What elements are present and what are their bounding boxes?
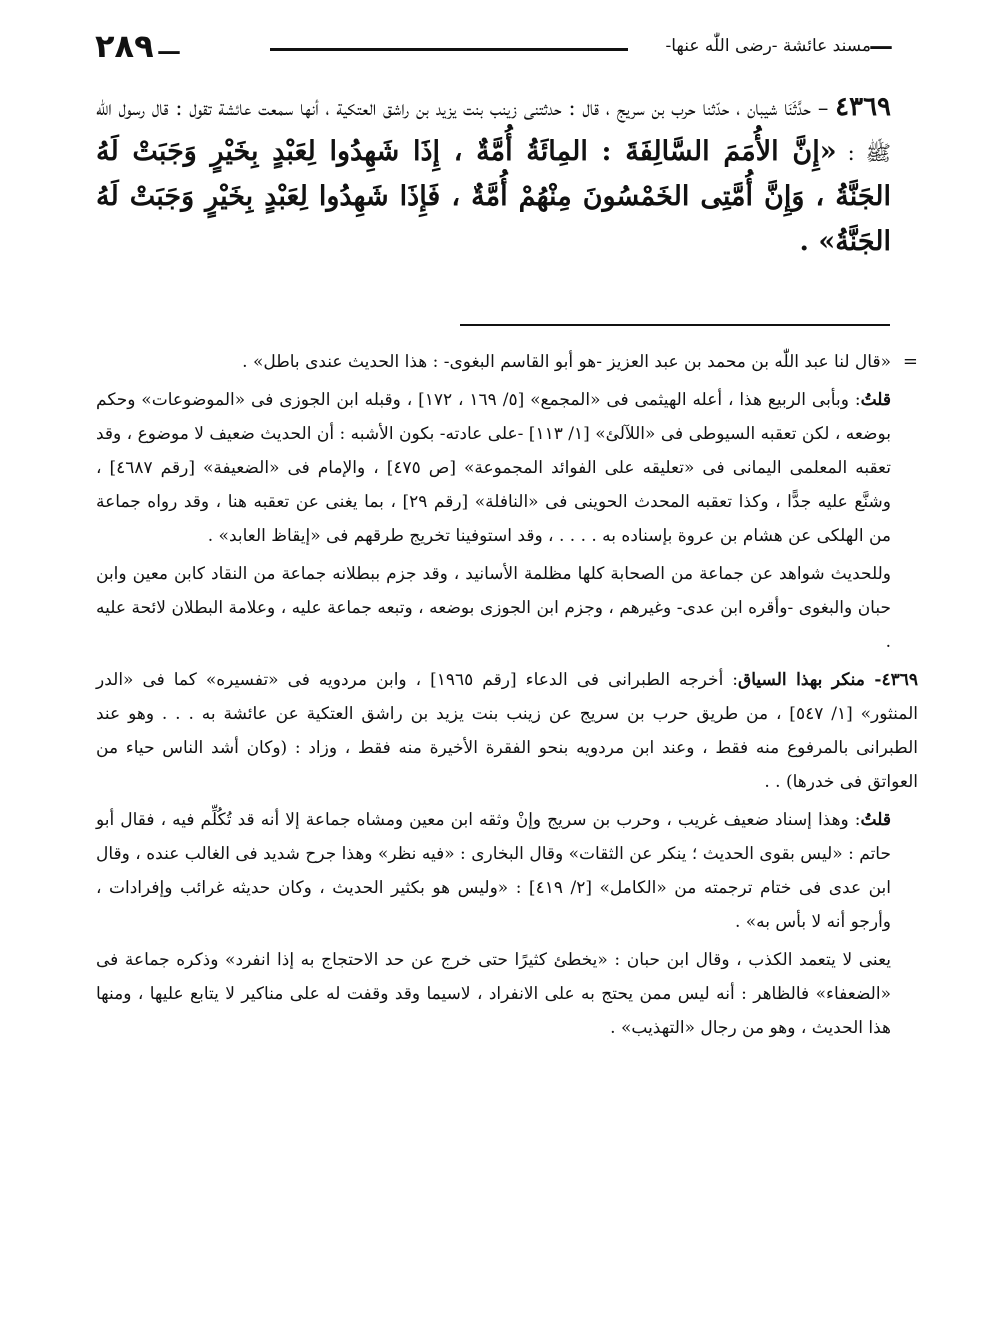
page-number: ٢٨٩ [95,27,154,65]
hadith-matn: «إِنَّ الأُمَمَ السَّالِفَةَ : المِائَةُ أُمَّةٌ ، إِذَا شَهِدُوا لِعَبْدٍ بِخَيْرٍ وَجَبَتْ لَهُ الجَنَّةُ ، وَإِنَّ أُمَّتِى الخَمْسُونَ مِنْهُمْ أُمَّةٌ ، فَإِذَا شَهِدُوا لِعَبْدٍ بِخَيْرٍ وَجَبَتْ لَهُ الجَنَّةُ» . [96,136,891,257]
footnotes [96,345,918,1049]
footnote-text: : وبأبى الربيع هذا ، أعله الهيثمى فى «المجمع» [٥/ ١٦٩ ، ١٧٢] ، وقبله ابن الجوزى فى «الموضوعات» وحكم بوضعه ، لكن تعقبه السيوطى فى «اللآلئ» [١/ ١١٣] -على عادته- بكون الأشبه : أن الحديث ضعيف لا موضوع ، وقد تعقبه المعلمى اليمانى فى «تعليقه على الفوائد المجموعة» [ص ٤٧٥] ، والإمام فى «الضعيفة» [رقم ٤٦٨٧] ، وشنَّع عليه جدًّا ، وكذا تعقبه المحدث الحوينى فى «النافلة» [رقم ٢٩] ، بما يغنى عن تعقبه هنا ، وقد رواه جماعة من الهلكى عن هشام بن عروة بإسناده به . . . . ، وقد استوفينا تخريج طرقهم فى «إيقاظ العابد» . [96,390,891,546]
header-title: مسند عائشة -رضى اللّٰه عنها- [665,36,871,56]
header-left-dash: — [157,36,181,65]
footnote-paragraph-6: يعنى لا يتعمد الكذب ، وقال ابن حبان : «يخطئ كثيرًا حتى خرج عن حد الاحتجاج به إذا انفرد» وذكره جماعة فى «الضعفاء» فالظاهر : أنه ليس ممن يحتج به على الانفراد ، لاسيما وقد وقفت له على مناكير لا يتابع عليها ، ومنها هذا الحديث ، وهو من رجال «التهذيب» . [96,950,891,1038]
footnote-label: ٤٣٦٩- منكر بهذا السياق [738,670,918,690]
footnote-paragraph-4 [96,663,918,799]
footnote-text: : أخرجه الطبرانى فى الدعاء [رقم ١٩٦٥] ، وابن مردويه فى «تفسيره» كما فى «الدر المنثور» [١/ ٥٤٧] ، من طريق حرب بن سريج عن زينب بنت يزيد بن راشق العتكية عن عائشة به . . . وهو عند الطبرانى بالمرفوع منه فقط ، وعند ابن مردويه بنحو الفقرة الأخيرة منه فقط ، وزاد : (وكان أشد الناس حياء من العواتق فى خدرها) . . [96,670,918,792]
hadith-isnad: – حدَّثَنَا شيبان ، حدّثنا حرب بن سريج ، قال : حدثتنى زينب بنت يزيد بن راشق العتكية ، أنها سمعت عائشة تقول : قال رسول اللّٰه ﷺ : [96,96,892,165]
footnote-paragraph-5 [96,803,891,939]
footnote-text: : وهذا إسناد ضعيف غريب ، وحرب بن سريج وإنْ وثقه ابن معين ومشاه جماعة إلا أنه قد تُكُلِّم فيه ، فقال أبو حاتم : «ليس بقوى الحديث ؛ ينكر عن الثقات» وقال البخارى : «فيه نظر» وهذا جرح شديد فى الغالب عنده ، وقال ابن عدى فى ختام ترجمته من «الكامل» [٢/ ٤١٩] : «وليس هو بكثير الحديث ، وكان حديثه غرائب وإفرادات ، وأرجو أنه لا بأس به» . [96,810,892,932]
header-rule [270,48,628,51]
running-header [95,28,893,68]
hadith-text [96,86,891,265]
footnote-paragraph-3: وللحديث شواهد عن جماعة من الصحابة كلها مظلمة الأسانيد ، وقد جزم ببطلانه جماعة من النقاد كابن معين وابن حبان والبغوى -وأقره ابن عدى- وغيرهم ، وجزم ابن الجوزى بوضعه ، وتبعه جماعة عليه ، وعلامة البطلان لائحة عليه . [96,564,891,652]
footnote-divider [460,324,890,326]
footnote-label: قلتُ [860,810,891,830]
footnote-label: قلتُ [860,390,892,410]
footnote-paragraph-1: «قال لنا عبد اللّٰه بن محمد بن عبد العزيز -هو أبو القاسم البغوى- : هذا الحديث عندى باطل» . [242,352,891,372]
footnote-paragraph-2 [96,383,891,553]
header-right-dash: — [869,31,893,60]
hadith-number: ٤٣٦٩ [835,92,891,122]
continuation-marker: = [902,351,918,372]
